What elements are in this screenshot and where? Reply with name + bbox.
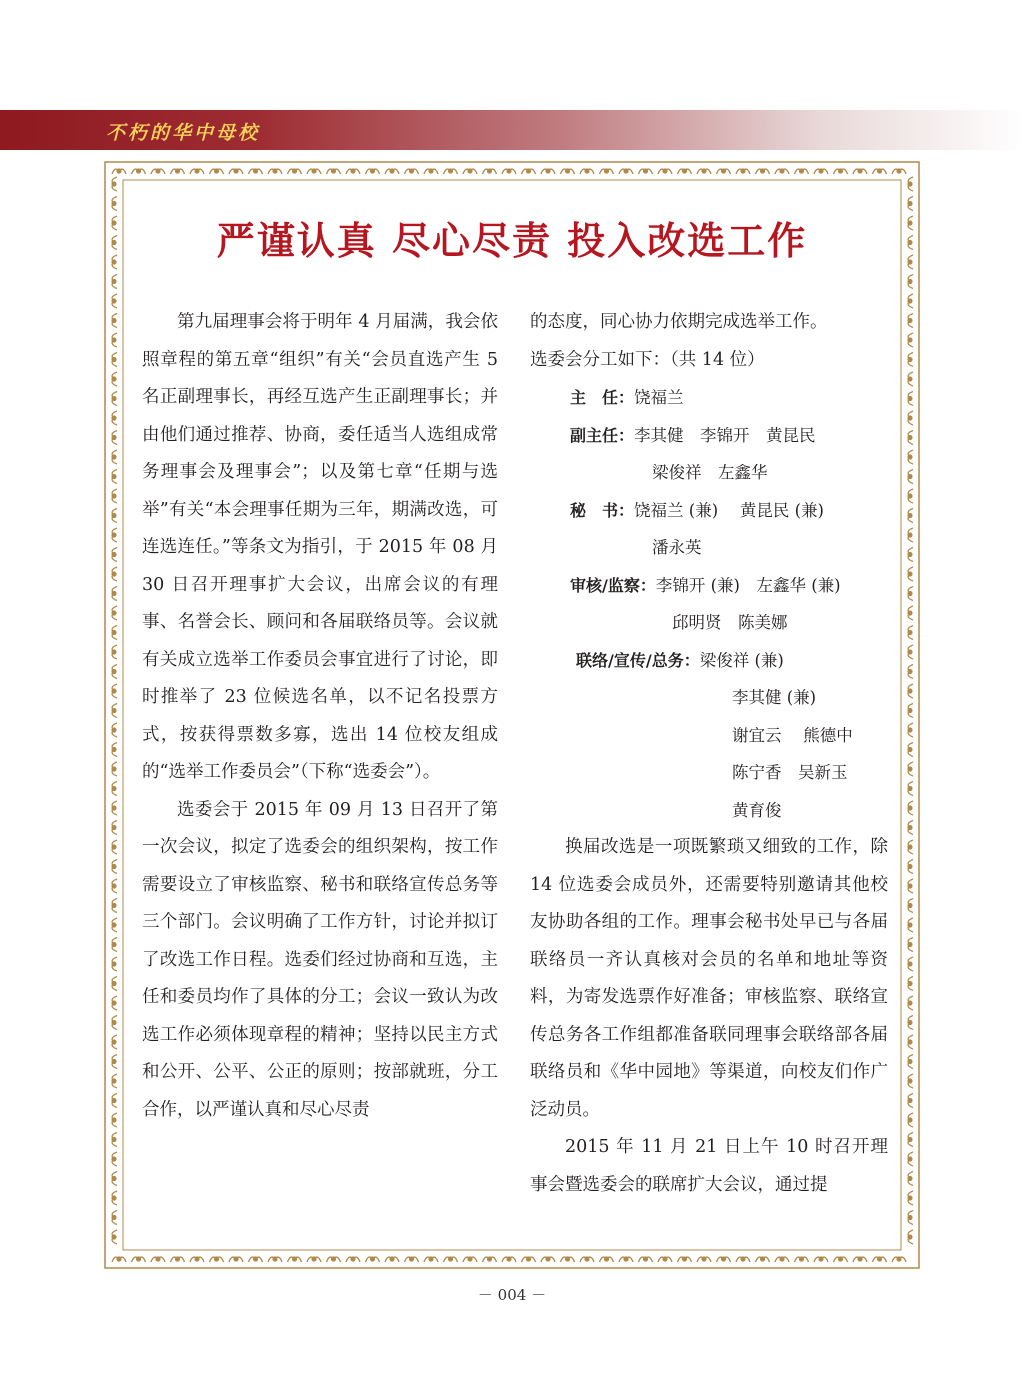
roster-entry-deputy	[530, 417, 888, 492]
running-title: 不朽的华中母校	[106, 122, 261, 144]
roster-intro: 选委会分工如下：（共 14 位）	[530, 349, 765, 370]
roster-names: 黄育俊	[732, 800, 782, 820]
roster-names: 潘永英	[652, 538, 702, 557]
roster-names: 李其健 (兼)	[732, 688, 817, 707]
roster-role: 审核/监察：	[570, 575, 656, 595]
roster-names: 李其健 李锦开 黄昆民	[634, 425, 816, 445]
roster-names: 谢宜云 熊德中	[732, 725, 853, 745]
roster-names: 饶福兰 (兼) 黄昆民 (兼)	[634, 500, 824, 520]
roster-role: 主 任：	[570, 388, 635, 407]
paragraph-continued: 的态度，同心协力依期完成选举工作。	[530, 312, 828, 332]
roster-entry-secretary	[530, 492, 888, 567]
roster-role: 联络/宣传/总务：	[576, 650, 700, 670]
paragraph: 第九届理事会将于明年 4 月届满，我会依照章程的第五章“组织”有关“会员直选产生 5 名正副理事长，再经互选产生正副理事长；并由他们通过推荐、协商，委任适当人选组成常务理事会及理事会”；以及第七章“任期与选举”有关“本会理事任期为三年，期满改选，可连选连任。”等条文为指引，于 2015 年 08 月 30 日召开理事扩大会议，出席会议的有理事、名誉会长、顾问和各届联络员等。会议就有关成立选举工作委员会事宜进行了讨论，即时推举了 23 位候选名单，以不记名投票方式，按获得票数多寡，选出 14 位校友组成的“选举工作委员会”（下称“选委会”）。	[142, 312, 498, 782]
roster-entry-audit	[530, 567, 888, 642]
roster-names: 陈宁香 吴新玉	[732, 763, 848, 782]
roster-entry-director	[530, 379, 888, 417]
article-title: 严谨认真 尽心尽责 投入改选工作	[216, 218, 808, 263]
right-column	[530, 304, 888, 1204]
roster-entry-liaison	[530, 642, 888, 830]
roster-names: 梁俊祥 左鑫华	[652, 463, 768, 482]
roster-names: 饶福兰	[634, 388, 684, 407]
paragraph: 换届改选是一项既繁琐又细致的工作，除 14 位选委会成员外，还需要特别邀请其他校友协助各组的工作。理事会秘书处早已与各届联络员一齐认真核对会员的名单和地址等资料，为寄发选票作好准备；审核监察、联络宣传总务各工作组都准备联同理事会联络部各届联络员和《华中园地》等渠道，向校友们作广泛动员。	[530, 837, 888, 1120]
roster-role: 秘 书：	[570, 500, 635, 520]
roster-names: 梁俊祥 (兼)	[699, 650, 784, 670]
paragraph: 选委会于 2015 年 09 月 13 日召开了第一次会议，拟定了选委会的组织架构，按工作需要设立了审核监察、秘书和联络宣传总务等三个部门。会议明确了工作方针，讨论并拟订了改选工作日程。选委们经过协商和互选，主任和委员均作了具体的分工；会议一致认为改选工作必须体现章程的精神；坚持以民主方式和公开、公平、公正的原则；按部就班，分工合作，以严谨认真和尽心尽责	[142, 799, 498, 1120]
page-number: － 004 －	[477, 1286, 547, 1304]
roster-names: 邱明贤 陈美娜	[672, 613, 788, 632]
left-column	[142, 304, 498, 1129]
roster-names: 李锦开 (兼) 左鑫华 (兼)	[655, 575, 841, 595]
committee-roster	[530, 379, 888, 829]
paragraph: 2015 年 11 月 21 日上午 10 时召开理事会暨选委会的联席扩大会议，通过提	[530, 1137, 888, 1195]
roster-role: 副主任：	[570, 425, 635, 445]
